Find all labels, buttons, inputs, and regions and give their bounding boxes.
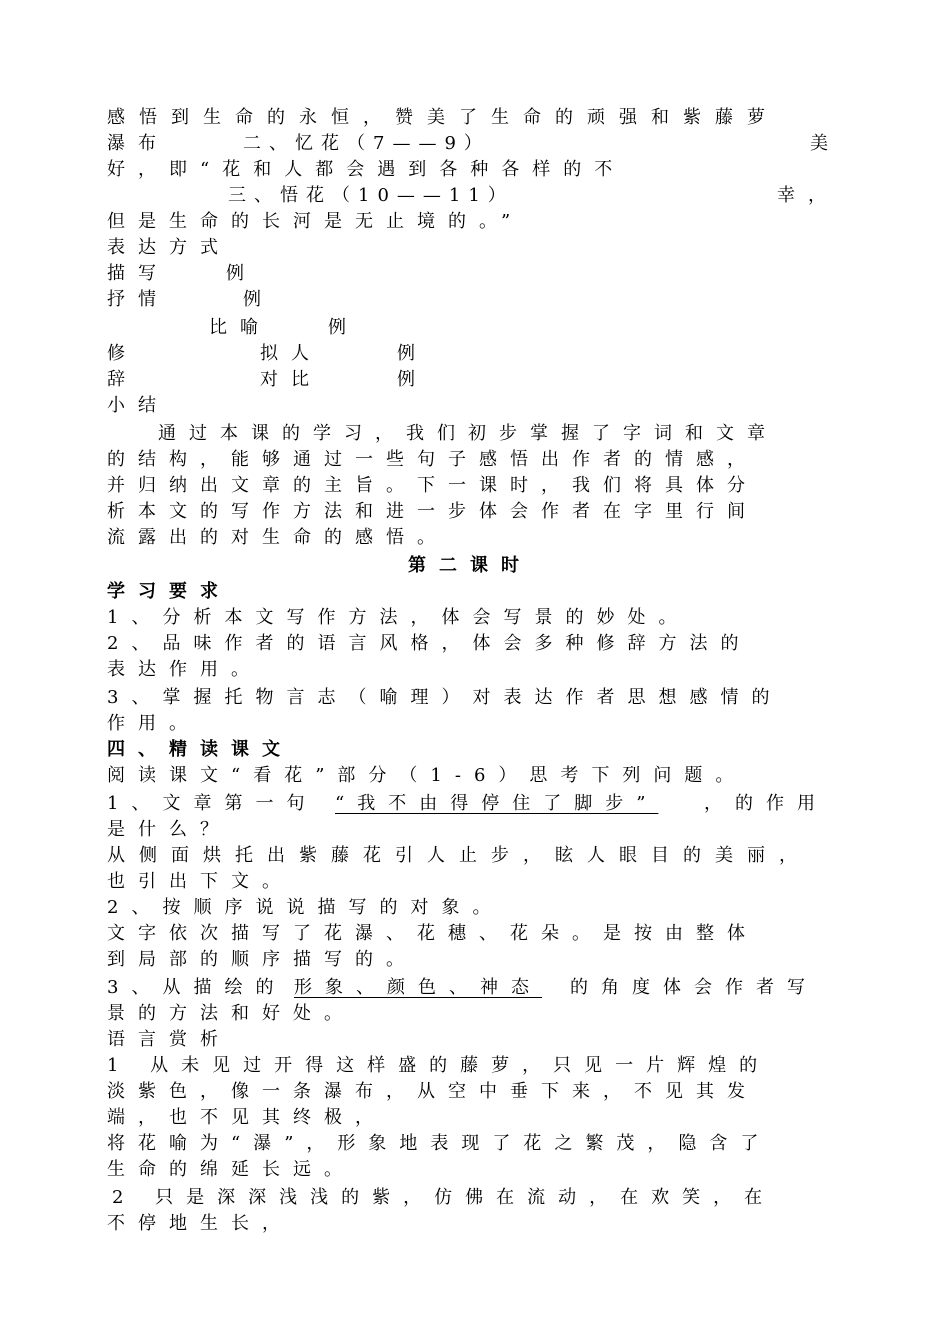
analysis-line: 将花喻为“瀑”，形象地表现了花之繁茂，隐含了: [107, 1133, 772, 1154]
question-line: 1、文章第一句: [107, 793, 318, 814]
paragraph-line: 并归纳出文章的主旨。下一课时，我们将具体分: [107, 475, 758, 496]
requirement-item: 1、分析本文写作方法，体会写景的妙处。: [107, 607, 690, 628]
underlined-phrase: 形象、颜色、神态: [294, 977, 542, 998]
text-line: 幸，: [777, 185, 839, 206]
section-label: 表达方式: [107, 237, 231, 258]
table-value: 例: [226, 263, 257, 284]
paragraph-line: 流露出的对生命的感悟。: [107, 527, 448, 548]
text-line: 美: [810, 133, 841, 154]
requirement-item: 表达作用。: [107, 659, 262, 680]
section-label: 小结: [107, 395, 169, 416]
text-line: 好，即“花和人都会遇到各种各样的不: [107, 159, 626, 180]
outline-item-recall-flower: 二、忆花（7——9）: [243, 133, 490, 154]
table-label: 辞: [107, 369, 138, 390]
section-heading: 学习要求: [107, 581, 231, 602]
quote-line: 端，也不见其终极，: [107, 1107, 386, 1128]
requirement-item: 作用。: [107, 713, 200, 734]
quote-line: 2 只是深深浅浅的紫，仿佛在流动，在欢笑，在: [112, 1187, 776, 1208]
lesson-heading: 第二课时: [408, 555, 532, 576]
quote-line: 不停地生长，: [107, 1213, 293, 1234]
table-value: 例: [243, 289, 274, 310]
question-line: ，的作用: [704, 793, 828, 814]
table-label: 拟人: [260, 343, 322, 364]
requirement-item: 2、品味作者的语言风格，体会多种修辞方法的: [107, 633, 752, 654]
table-label: 对比: [260, 369, 322, 390]
quote-line: 淡紫色，像一条瀑布，从空中垂下来，不见其发: [107, 1081, 758, 1102]
text-line: 但是生命的长河是无止境的。”: [107, 211, 524, 232]
answer-line: 也引出下文。: [107, 871, 293, 892]
paragraph-line: 的结构，能够通过一些句子感悟出作者的情感，: [107, 449, 758, 470]
question-line: 3、从描绘的: [107, 977, 287, 998]
table-label: 抒情: [107, 289, 169, 310]
requirement-item: 3、掌握托物言志（喻理）对表达作者思想感情的: [107, 687, 783, 708]
question-line: 2、按顺序说说描写的对象。: [107, 897, 504, 918]
table-label: 修: [107, 343, 138, 364]
answer-line: 文字依次描写了花瀑、花穗、花朵。是按由整体: [107, 923, 758, 944]
answer-line: 从侧面烘托出紫藤花引人止步，眩人眼目的美丽，: [107, 845, 811, 866]
analysis-line: 生命的绵延长远。: [107, 1159, 355, 1180]
table-value: 例: [397, 369, 428, 390]
text-line: 瀑布: [107, 133, 169, 154]
question-line: 的角度体会作者写: [570, 977, 818, 998]
outline-item-understand-flower: 三、悟花（10——11）: [228, 185, 514, 206]
table-label: 描写: [107, 263, 169, 284]
answer-line: 到局部的顺序描写的。: [107, 949, 417, 970]
quote-line: 1 从未见过开得这样盛的藤萝，只见一片辉煌的: [107, 1055, 771, 1076]
section-label: 语言赏析: [107, 1029, 231, 1050]
table-label: 比喻: [209, 317, 271, 338]
instruction-line: 阅读课文“看花”部分（1-6）思考下列问题。: [107, 765, 747, 786]
table-value: 例: [328, 317, 359, 338]
paragraph-line: 析本文的写作方法和进一步体会作者在字里行间: [107, 501, 758, 522]
underlined-quote: “我不由得停住了脚步”: [335, 793, 659, 814]
table-value: 例: [397, 343, 428, 364]
section-heading: 四、精读课文: [107, 739, 293, 760]
paragraph-line: 通过本课的学习，我们初步掌握了字词和文章: [158, 423, 778, 444]
text-line: 感悟到生命的永恒，赞美了生命的顽强和紫藤萝: [107, 107, 779, 128]
question-line: 是什么？: [107, 819, 231, 840]
question-line: 景的方法和好处。: [107, 1003, 355, 1024]
